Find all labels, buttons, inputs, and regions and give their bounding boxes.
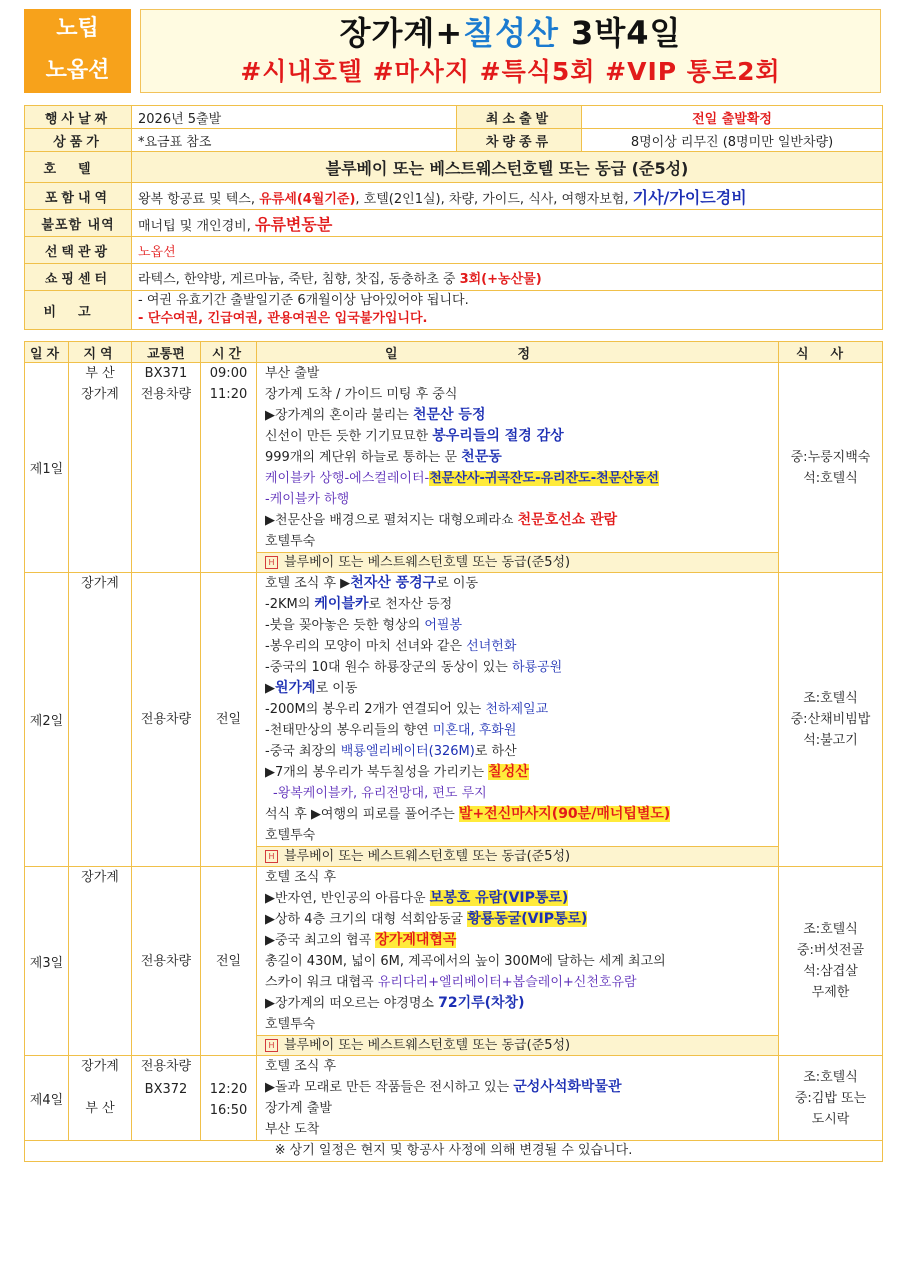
day4-area xyxy=(69,1056,132,1141)
day2-line: 호텔투숙 xyxy=(265,828,316,843)
day3-line xyxy=(265,888,770,909)
day2-time1: 전일 xyxy=(215,712,242,727)
day3-meal2: 중:버섯전골 xyxy=(796,943,865,958)
day3-highlight: 황룡동굴(VIP통로) xyxy=(467,911,588,927)
day2-text: 로 이동 xyxy=(315,681,358,696)
day3-trans1: 전용차량 xyxy=(140,953,192,969)
day1-hotel xyxy=(257,552,778,572)
day1-line xyxy=(265,447,770,468)
day3-time1: 전일 xyxy=(215,953,242,969)
day1-trans2: 전용차량 xyxy=(140,387,192,402)
day2-text: -천태만상의 봉우리들의 향연 xyxy=(265,723,433,738)
day3-line xyxy=(265,930,770,951)
vehicle-value: 8명이상 리무진 (8명미만 일반차량) xyxy=(582,129,883,152)
day2-line xyxy=(265,594,770,615)
header-time: 시간 xyxy=(201,342,257,363)
day1-area2: 장가계 xyxy=(81,387,119,402)
day1-area xyxy=(69,363,132,573)
day2-hotel xyxy=(257,846,778,866)
day1-highlight: 천문호선쇼 관람 xyxy=(517,512,618,528)
day4-row xyxy=(25,1056,883,1141)
no-tip-no-option-badge xyxy=(24,9,131,93)
info-row-hotel xyxy=(25,152,883,183)
option-label: 선택관광 xyxy=(25,237,132,264)
day1-text: ▶천문산을 배경으로 펼쳐지는 대형오페라쇼 xyxy=(265,513,518,528)
info-row-include xyxy=(25,183,883,210)
header-plan: 일정 xyxy=(257,342,779,363)
day1-row xyxy=(25,363,883,573)
day4-area1: 장가계 xyxy=(81,1059,119,1074)
day4-plan xyxy=(257,1056,779,1141)
day2-line xyxy=(265,762,770,783)
day1-meal xyxy=(779,363,883,573)
day2-meal2: 중:산채비빔밥 xyxy=(790,712,871,727)
day2-text: -봉우리의 모양이 마치 선녀와 같은 xyxy=(265,639,467,654)
day2-line xyxy=(265,657,770,678)
day4-text: ▶돌과 모래로 만든 작품들은 전시하고 있는 xyxy=(265,1080,514,1095)
include-label: 포함내역 xyxy=(25,183,132,210)
day3-text: ▶장가계의 떠오르는 야경명소 xyxy=(265,996,439,1011)
badge-line1: 노팁 xyxy=(56,16,99,41)
schedule-header-row xyxy=(25,342,883,363)
day3-area1: 장가계 xyxy=(81,870,119,885)
day2-time xyxy=(201,573,257,867)
info-row-price xyxy=(25,129,883,152)
day2-spot: 백룡엘리베이터(326M) xyxy=(340,744,475,759)
note-label: 비고 xyxy=(25,291,132,330)
day2-line xyxy=(265,573,770,594)
hotel-icon: H xyxy=(265,556,278,569)
day3-meal1: 조:호텔식 xyxy=(803,922,858,937)
day2-text: 로 하산 xyxy=(474,744,517,759)
day2-highlight: 케이블카 xyxy=(314,596,369,612)
day3-line xyxy=(265,909,770,930)
include-fuel: 유류세(4월기준) xyxy=(259,191,356,207)
day2-text: -2KM의 xyxy=(265,597,315,612)
day3-highlight: 보봉호 유람(VIP통로) xyxy=(429,890,569,906)
day3-text: 스카이 워크 대협곡 xyxy=(265,975,378,990)
day3-text: ▶반자연, 반인공의 아름다운 xyxy=(265,891,430,906)
day2-spot: 천하제일교 xyxy=(485,702,549,717)
option-value: 노옵션 xyxy=(132,237,883,264)
day1-trans1: BX371 xyxy=(144,366,188,381)
day2-text: ▶7개의 봉우리가 북두칠성을 가리키는 xyxy=(265,765,489,780)
header-transport: 교통편 xyxy=(132,342,201,363)
price-value: *요금표 참조 xyxy=(132,129,457,152)
shopping-count: 3회(+농산물) xyxy=(459,271,542,287)
day3-line: 호텔투숙 xyxy=(265,1017,316,1032)
day3-highlight: 장가계대협곡 xyxy=(375,932,457,948)
day1-time2: 11:20 xyxy=(209,387,248,402)
day4-meal1: 조:호텔식 xyxy=(803,1069,858,1085)
page-subtitle: #시내호텔 #마사지 #특식5회 #VIP 통로2회 xyxy=(240,57,781,86)
min-departure-value: 전일 출발확정 xyxy=(582,106,883,129)
day3-highlight: 72기루(차창) xyxy=(438,995,525,1011)
day2-spot: 어필봉 xyxy=(424,618,463,633)
info-row-exclude xyxy=(25,210,883,237)
day2-text: -중국 최장의 xyxy=(265,744,341,759)
day3-row xyxy=(25,867,883,1056)
hotel-label: 호텔 xyxy=(25,152,132,183)
min-departure-label: 최소출발 xyxy=(457,106,582,129)
day2-highlight: 발+전신마사지(90분/매너팁별도) xyxy=(458,806,671,822)
exclude-label: 불포함 내역 xyxy=(25,210,132,237)
day1-line xyxy=(265,405,770,426)
day2-meal xyxy=(779,573,883,867)
day2-text: -붓을 꽂아놓은 듯한 형상의 xyxy=(265,618,425,633)
day1-line: 호텔투숙 xyxy=(265,534,316,549)
day4-line xyxy=(265,1077,770,1098)
hotel-icon: H xyxy=(265,1039,278,1052)
day1-text: 999개의 계단위 하늘로 통하는 문 xyxy=(265,450,462,465)
day1-text: 케이블카 상행-에스컬레이터- xyxy=(265,471,430,486)
day1-plan xyxy=(257,363,779,573)
day3-spot: 유리다리+엘리베이터+봅슬레이+신천호유람 xyxy=(377,975,637,990)
day4-transport xyxy=(132,1056,201,1141)
day3-hotel-name: 블루베이 또는 베스트웨스턴호텔 또는 동급(준5성) xyxy=(284,1038,571,1053)
departure-label: 행사날짜 xyxy=(25,106,132,129)
day2-highlight: 칠성산 xyxy=(488,764,529,780)
day1-text: ▶장가계의 혼이라 불리는 xyxy=(265,408,413,423)
day4-highlight: 군성사석화박물관 xyxy=(513,1079,622,1095)
title-box xyxy=(140,9,881,93)
day3-line xyxy=(265,993,770,1014)
footnote: ※ 상기 일정은 현지 및 항공사 사정에 의해 변경될 수 있습니다. xyxy=(25,1141,883,1162)
day4-meal2: 중:김밥 또는 xyxy=(794,1090,867,1106)
day1-line xyxy=(265,510,770,531)
day2-hotel-name: 블루베이 또는 베스트웨스턴호텔 또는 동급(준5성) xyxy=(284,849,571,864)
day3-label: 제3일 xyxy=(25,867,69,1056)
include-value xyxy=(132,183,883,210)
day1-highlight: 천문산사-귀곡잔도-유리잔도-천문산동선 xyxy=(429,471,659,486)
day4-trans2: BX372 xyxy=(144,1082,188,1097)
departure-value: 2026년 5출발 xyxy=(132,106,457,129)
exclude-part1: 매너팁 및 개인경비, xyxy=(138,218,255,234)
day3-time xyxy=(201,867,257,1056)
shopping-label: 쇼핑센터 xyxy=(25,264,132,291)
day2-spot: 하룡공원 xyxy=(511,660,563,675)
vehicle-label: 차량종류 xyxy=(457,129,582,152)
day3-meal3: 석:삼겹살 xyxy=(803,964,858,979)
day4-meal xyxy=(779,1056,883,1141)
header-day: 일자 xyxy=(25,342,69,363)
day2-highlight: 원가계 xyxy=(275,680,316,696)
day1-hotel-name: 블루베이 또는 베스트웨스턴호텔 또는 동급(준5성) xyxy=(284,555,571,570)
day2-line xyxy=(265,636,770,657)
day4-time1: 12:20 xyxy=(209,1082,248,1097)
exclude-value xyxy=(132,210,883,237)
day2-spot: 미혼대, 후화원 xyxy=(432,723,517,738)
day2-transport xyxy=(132,573,201,867)
day2-text: 석식 후 ▶여행의 피로를 풀어주는 xyxy=(265,807,459,822)
day1-transport xyxy=(132,363,201,573)
day4-line: 부산 도착 xyxy=(265,1122,320,1137)
day1-area1: 부 산 xyxy=(85,366,115,381)
day2-highlight: 천자산 풍경구 xyxy=(350,575,437,591)
day2-line xyxy=(265,804,770,825)
page-title xyxy=(141,14,880,52)
title-part2: 칠성산 xyxy=(463,14,559,52)
day2-area1: 장가계 xyxy=(81,576,119,591)
day3-line: 총길이 430M, 넓이 6M, 계곡에서의 높이 300M에 달하는 세계 최고의 xyxy=(265,954,666,969)
day1-highlight: 천문산 등정 xyxy=(412,407,486,423)
day2-line xyxy=(265,741,770,762)
day3-hotel xyxy=(257,1035,778,1055)
day2-line xyxy=(265,615,770,636)
day4-line: 장가계 출발 xyxy=(265,1101,332,1116)
day1-label: 제1일 xyxy=(25,363,69,573)
day3-text: ▶중국 최고의 협곡 xyxy=(265,933,376,948)
info-row-departure xyxy=(25,106,883,129)
day1-line xyxy=(265,468,770,489)
day1-line: 부산 출발 xyxy=(265,366,320,381)
exclude-fuel: 유류변동분 xyxy=(255,214,333,234)
note-line2: - 단수여권, 긴급여권, 관용여권은 입국불가입니다. xyxy=(138,311,428,326)
hotel-value: 블루베이 또는 베스트웨스턴호텔 또는 동급 (준5성) xyxy=(132,152,883,183)
day2-spot: 선녀헌화 xyxy=(466,639,517,654)
day2-meal1: 조:호텔식 xyxy=(803,691,858,706)
day2-line: -왕복케이블카, 유리전망대, 편도 루지 xyxy=(273,786,487,801)
info-row-shopping xyxy=(25,264,883,291)
day4-label: 제4일 xyxy=(25,1056,69,1141)
day2-plan xyxy=(257,573,779,867)
schedule-table xyxy=(24,341,883,1162)
day4-trans1: 전용차량 xyxy=(140,1059,192,1074)
day4-time xyxy=(201,1056,257,1141)
note-line1: - 여권 유효기간 출발일기준 6개월이상 남아있어야 됩니다. xyxy=(138,293,469,308)
shopping-part1: 라텍스, 한약방, 게르마늄, 죽탄, 침향, 찻집, 동충하초 중 xyxy=(138,271,460,287)
day4-time2: 16:50 xyxy=(209,1103,248,1118)
day2-text: 호텔 조식 후 ▶ xyxy=(265,576,351,591)
day1-meal2: 석:호텔식 xyxy=(803,470,858,486)
day2-line xyxy=(265,720,770,741)
day3-text: ▶상하 4층 크기의 대형 석회암동굴 xyxy=(265,912,468,927)
include-part1: 왕복 항공료 및 텍스, xyxy=(138,191,260,207)
note-value xyxy=(132,291,883,330)
day2-row xyxy=(25,573,883,867)
shopping-value xyxy=(132,264,883,291)
day1-time xyxy=(201,363,257,573)
day4-meal3: 도시락 xyxy=(811,1111,850,1127)
day2-label: 제2일 xyxy=(25,573,69,867)
footnote-row xyxy=(25,1141,883,1162)
day2-line xyxy=(265,678,770,699)
day1-line: 장가계 도착 / 가이드 미팅 후 중식 xyxy=(265,387,458,402)
day4-area2: 부 산 xyxy=(85,1101,115,1116)
day1-highlight: 봉우리들의 절경 감상 xyxy=(432,428,564,444)
header-area: 지역 xyxy=(69,342,132,363)
day1-text: 신선이 만든 듯한 기기묘묘한 xyxy=(265,429,433,444)
day3-plan xyxy=(257,867,779,1056)
info-row-note xyxy=(25,291,883,330)
price-label: 상품가 xyxy=(25,129,132,152)
include-part3: , 호텔(2인1실), 차량, 가이드, 식사, 여행자보험, xyxy=(355,191,633,207)
hotel-icon: H xyxy=(265,850,278,863)
header-meal: 식사 xyxy=(779,342,883,363)
day2-meal3: 석:불고기 xyxy=(803,733,858,748)
day1-time1: 09:00 xyxy=(209,366,248,381)
day2-area xyxy=(69,573,132,867)
day2-text: 로 이동 xyxy=(436,576,479,591)
title-part1: 장가계+ xyxy=(339,14,464,52)
day3-line xyxy=(265,972,770,993)
day3-meal xyxy=(779,867,883,1056)
day3-meal4: 무제한 xyxy=(811,985,850,1000)
day3-area xyxy=(69,867,132,1056)
day2-text: ▶ xyxy=(265,681,275,696)
day2-trans1: 전용차량 xyxy=(140,712,192,727)
title-part3: 3박4일 xyxy=(558,14,682,52)
day1-line: -케이블카 하행 xyxy=(265,492,350,507)
day1-line xyxy=(265,426,770,447)
day2-line xyxy=(265,699,770,720)
include-guide-fee: 기사/가이드경비 xyxy=(632,187,747,207)
badge-line2: 노옵션 xyxy=(45,58,110,83)
day1-meal1: 중:누룽지백숙 xyxy=(790,449,871,465)
day1-highlight: 천문동 xyxy=(461,449,502,465)
info-row-option xyxy=(25,237,883,264)
day3-line: 호텔 조식 후 xyxy=(265,870,337,885)
day2-text: 로 천자산 등정 xyxy=(368,597,453,612)
day2-text: -200M의 봉우리 2개가 연결되어 있는 xyxy=(265,702,486,717)
day4-line: 호텔 조식 후 xyxy=(265,1059,337,1074)
day3-transport xyxy=(132,867,201,1056)
day2-text: -중국의 10대 원수 하룡장군의 동상이 있는 xyxy=(265,660,512,675)
info-table xyxy=(24,105,883,330)
